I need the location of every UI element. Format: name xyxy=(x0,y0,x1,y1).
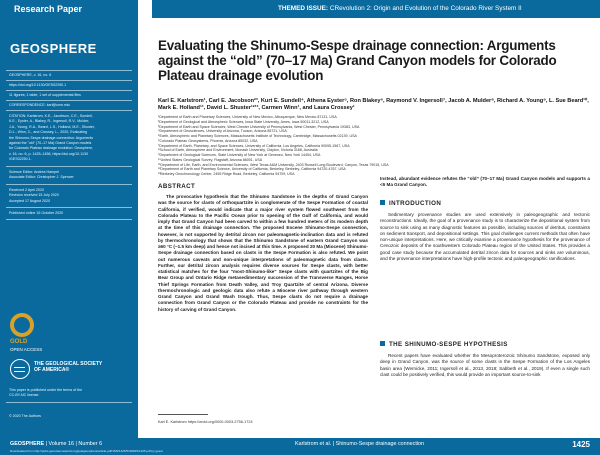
affiliations xyxy=(158,115,590,177)
open-access-lock-icon xyxy=(10,313,34,337)
divider xyxy=(6,110,132,111)
license-line: CC-BY-NC license. xyxy=(9,393,40,398)
copyright: © 2020 The Authors xyxy=(9,414,41,418)
footer-issue: | Volume 16 | Number 6 xyxy=(45,441,103,447)
abstract-heading xyxy=(158,183,195,190)
footer-journal xyxy=(10,441,102,447)
research-paper-tab: Research Paper xyxy=(0,0,138,18)
divider xyxy=(6,166,132,167)
volume-line: GEOSPHERE, v. 16, no. 6 xyxy=(9,73,52,77)
science-editor: Science Editor: Andrea Hampel xyxy=(9,170,59,174)
divider xyxy=(6,207,132,208)
affiliation: ²Department of Geological and Atmospheric Sciences, Iowa State University, Ames, Iowa 50011-3212, USA xyxy=(158,119,329,124)
divider xyxy=(6,184,132,185)
section-square-icon xyxy=(380,200,385,205)
affiliation: ¹¹Department of Life, Earth, and Environmental Sciences, West Texas A&M University, 2403 Russell Long Boulevard, Canyon, Texas 79015, USA xyxy=(158,162,389,167)
citation-line: the Shinumo-Sespe drainage connection: Arguments xyxy=(9,135,94,140)
shinumo-sespe-heading-text: THE SHINUMO-SESPE HYPOTHESIS xyxy=(389,341,508,348)
footnote-rule xyxy=(158,414,208,415)
sidebar xyxy=(0,18,138,438)
citation-block xyxy=(9,114,133,163)
affiliation: ¹³Berkeley Geochronology Center, 2455 Ridge Road, Berkeley, California 94709, USA xyxy=(158,172,295,176)
divider xyxy=(6,90,132,91)
page-footer xyxy=(0,438,600,455)
divider xyxy=(6,80,132,81)
gsa-name-line: THE GEOLOGICAL SOCIETY xyxy=(34,361,103,367)
accepted-date: Accepted 17 August 2020 xyxy=(9,198,50,203)
citation-line: v. 16, no. 6, p. 1425–1456, https://doi.org/10.1130 xyxy=(9,151,88,156)
revision-date: Revision received 15 July 2020 xyxy=(9,193,59,198)
license-line: This paper is published under the terms of the xyxy=(9,388,83,392)
doi-link[interactable]: https://doi.org/10.1130/GES02250.1 xyxy=(9,83,67,87)
affiliation: ⁵Earth, Atmospheric and Planetary Sciences, Massachusetts Institute of Technology, Cambridge, Massachusetts 02139, USA xyxy=(158,134,357,138)
gsa-name-line: OF AMERICA® xyxy=(34,367,70,374)
page-number: 1425 xyxy=(572,440,590,449)
theme-label: THEMED ISSUE: xyxy=(278,5,329,12)
introduction-heading xyxy=(380,200,441,207)
citation-line: J.A., Young, R.A., Beard, L.S., Holland, M.E., Shuster, xyxy=(9,124,95,129)
running-head: Karlstrom et al. | Shinumo-Sespe drainage connection xyxy=(295,441,425,447)
download-note[interactable]: Downloaded from http://pubs.geoscienceworld.org/gsa/geosphere/article-pdf/16/6/1425/5194815/1425.pdf by guest xyxy=(10,449,163,453)
introduction-heading-text: INTRODUCTION xyxy=(389,200,442,207)
article-title: Evaluating the Shinumo-Sespe drainage connection: Arguments against the “old” (70–17 Ma) Grand Canyon models for Colorado Plateau drainage evolution xyxy=(158,38,557,83)
received-date: Received 2 April 2020 xyxy=(9,188,44,192)
citation-line: K.E., Eyster, A., Blakey, R., Ingersoll, R.V., Mulder, xyxy=(9,119,90,124)
orcid-footnote[interactable]: Karl E. Karlstrom https://orcid.org/0000-0003-2756-1724 xyxy=(158,420,253,424)
affiliation: ¹²Department of Earth and Planetary Science, University of California, Berkeley, Berkeley, California 94720-4767, USA xyxy=(158,167,346,172)
article-main xyxy=(152,18,600,438)
top-banner xyxy=(0,0,600,18)
oa-label: OPEN ACCESS xyxy=(10,347,43,352)
citation-line: /GES02250.1. xyxy=(9,157,32,162)
divider xyxy=(6,70,132,71)
abstract-heading-text: ABSTRACT xyxy=(158,183,196,190)
editors-block xyxy=(9,170,133,181)
affiliation: ⁹Department of Geological Sciences, State University of New York at Geneseo, New York 14454, USA xyxy=(158,153,321,157)
license-text xyxy=(9,388,133,399)
abstract-text: The provocative hypothesis that the Shinumo Sandstone in the depths of Grand Canyon was the source for clasts of orthoquartzite in conglomerate of the Sespe Formation of coastal California, if verified, would indicate that a major river system flowed southwest from the Colorado Plateau to the Pacific Ocean prior to opening of the Gulf of California, and would imply that Grand Canyon had been carved to within a few hundred meters of its modern depth at the time of this drainage connection. The proposed Eocene Shinumo-Sespe connection, however, is not supported by detrital zircon nor paleomagnetic-inclination data and is refuted by thermochronology that shows that the Shinumo Sandstone of eastern Grand Canyon was ≥60 °C (~1.5 km deep) and hence not incised at this time. A proposed 20 Ma (Miocene) Shinumo-Sespe drainage connection based on clasts in the Sespe Formation is also refuted. We point out numerous caveats and non-unique interpretations of paleomagnetic data from clasts. Further, our detrital zircon analysis requires diverse sources for Sespe clasts, with better statistical matches for the four "most-Shinumo-like" Sespe clasts with quartzites of the Big Bear Group and Ontario Ridge metasedimentary succession of the Transverse Ranges, Horse Thief Springs Formation from Death Valley, and Troy Quartzite of central Arizona. Diverse thermochronologic and geologic data also refute a Miocene river pathway through western Grand Canyon and Grand Wash trough. Thus, Sespe clasts do not require a drainage connection from Grand Canyon or the Colorado Plateau and provide no constraints for the history of carving of Grand Canyon. xyxy=(158,194,368,312)
author-list: Karl E. Karlstrom¹, Carl E. Jacobson²³, Kurt E. Sundell⁴, Athena Eyster⁵, Ron Blakey⁶, Raymond V. Ingersoll⁷, Jacob A. Mulder⁸, Richard A. Young⁹, L. Sue Beard¹⁰, Mark E. Holland¹¹, David L. Shuster¹²¹³, Carmen Winn¹, and Laura Crossey¹ xyxy=(158,98,589,112)
affiliation: ¹Department of Earth and Planetary Sciences, University of New Mexico, Albuquerque, New Mexico 87131, USA xyxy=(158,115,337,119)
affiliation: ³Department of Earth and Space Sciences, West Chester University of Pennsylvania, West Chester, Pennsylvania 19383, USA xyxy=(158,124,360,129)
globe-icon xyxy=(10,359,30,379)
gold-open-access-logo xyxy=(10,313,50,353)
divider xyxy=(6,219,132,220)
citation-line: D.L., Winn, C., and Crossey, L., 2020, Evaluating xyxy=(9,130,88,135)
citation-line: against the "old" (70–17 Ma) Grand Canyon models xyxy=(9,141,92,146)
published-date: Published online 15 October 2020 xyxy=(9,211,64,215)
abstract-continuation: Instead, abundant evidence refutes the “old” (70–17 Ma) Grand Canyon models and supports a <6 Ma Grand Canyon. xyxy=(380,176,590,188)
theme-text: CRevolution 2: Origin and Evolution of the Colorado River System II xyxy=(329,5,522,12)
citation-line: for Colorado Plateau drainage evolution: Geosphere, xyxy=(9,146,94,151)
shinumo-sespe-heading xyxy=(380,341,508,348)
gsa-logo xyxy=(10,359,130,383)
dates-block xyxy=(9,188,133,204)
section-square-icon xyxy=(380,341,385,346)
affiliation: ⁶Colorado Plateau Geosystems, Phoenix, Arizona 85032, USA xyxy=(158,138,258,143)
shinumo-sespe-text: Recent papers have evaluated whether the Mesoproterozoic Shinumo Sandstone, exposed only deep in Grand Canyon, was the source of some clasts in the Sespe Formation of the Los Angeles basin area (Wernicke, 2011; Ingersoll et al., 2013, 2018; Sabbeth et al., 2019). If even a single such clast could be positively verified, this would provide an important source-to-sink xyxy=(380,353,590,377)
affiliation: ⁷Department of Earth, Planetary, and Space Sciences, University of California, Los Angeles, California 90095-1567, USA xyxy=(158,143,350,148)
footer-journal-name: GEOSPHERE xyxy=(10,441,45,447)
correspondence[interactable]: CORRESPONDENCE: karl@unm.edu xyxy=(9,103,71,107)
introduction-text: Sedimentary provenance studies are used extensively in paleogeographic and tectonic reconstructions. Ideally, the goal of a provenance study is to characterize the depositional system from source to sink using as many diagnostic features as possible, including sources of detritus, constraints on sediment transport, and depositional settings. This goal challenges current methods that often have non-unique interpretations. Here, we critically examine a provenance hypothesis for the provenance of Cenozoic deposits of the southwestern Colorado Plateau region of the United States. This provides a good case study because the accumulated detrital zircon data for sources and sinks are voluminous, and the provenance interpretations have high-profile tectonic and paleogeographic ramifications. xyxy=(380,212,590,261)
journal-logo: GEOSPHERE xyxy=(10,41,97,56)
citation-line: CITATION: Karlstrom, K.E., Jacobson, C.E., Sundell, xyxy=(9,114,93,118)
oa-gold-label: GOLD xyxy=(10,339,28,345)
themed-issue-bar xyxy=(152,0,600,18)
affiliation: ¹⁰United States Geological Survey, Flagstaff, Arizona 86001, USA xyxy=(158,157,263,162)
affiliation: ⁸School of Earth, Atmosphere and Environment, Monash University, Clayton, Victoria 3168, Australia xyxy=(158,148,318,153)
figures-count: 11 figures; 1 table; 1 set of supplemental files xyxy=(9,93,81,97)
divider xyxy=(6,100,132,101)
affiliation: ⁴Department of Geosciences, University of Arizona, Tucson, Arizona 85721, USA xyxy=(158,129,287,134)
gsa-name xyxy=(34,361,102,373)
associate-editor: Associate Editor: Christopher J. Spencer xyxy=(9,175,74,180)
divider xyxy=(6,402,132,403)
